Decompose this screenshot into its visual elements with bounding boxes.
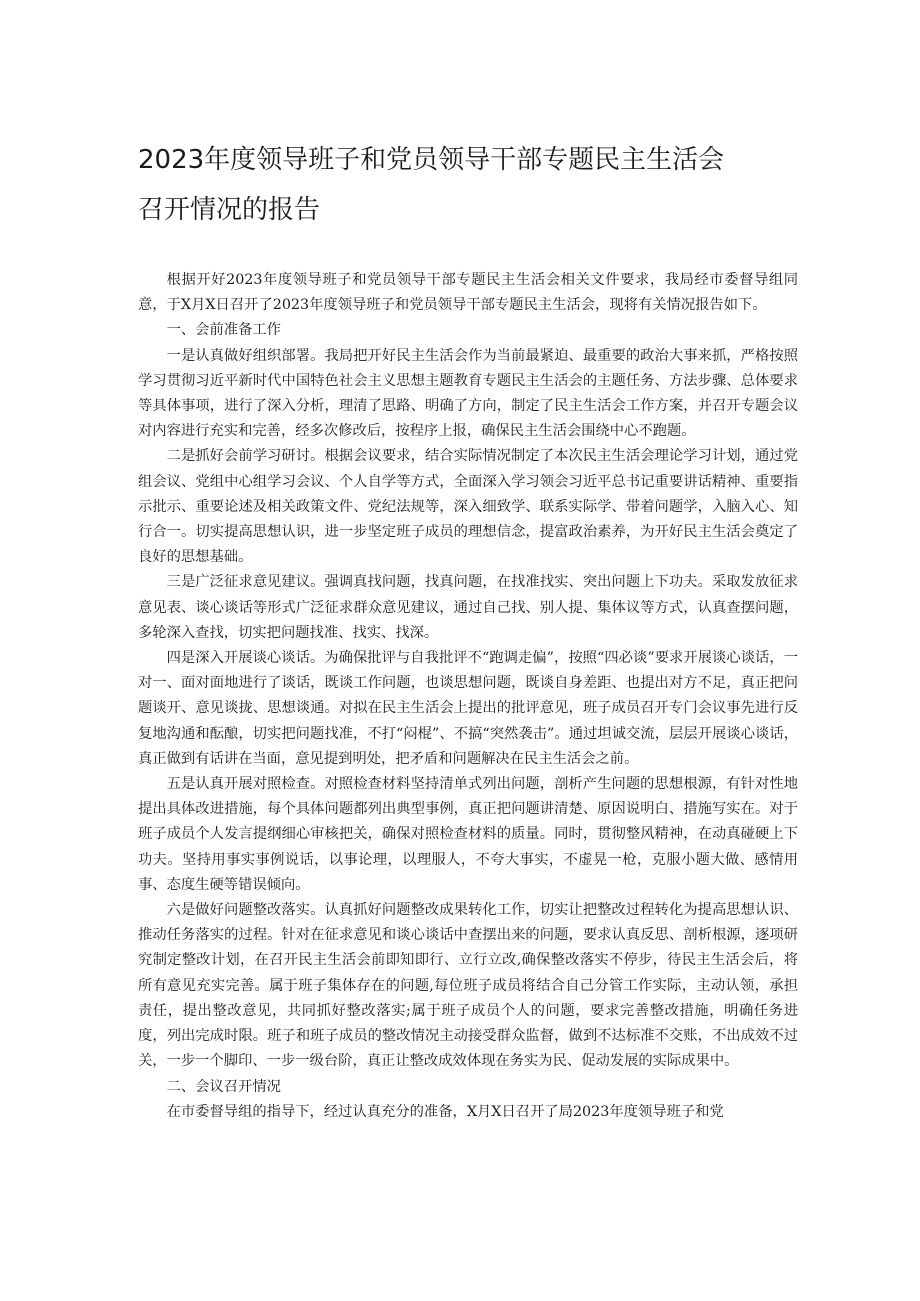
paragraph-rectification: 六是做好问题整改落实。认真抓好问题整改成果转化工作，切实让把整改过程转化为提高思想认识、推动任务落实的过程。针对在征求意见和谈心谈话中查摆出来的问题，要求认真反思、剖析根源，逐项研究制定整改计划，在召开民主生活会前即知即行、立行立改,确保整改落实不停步，待民主生活会后，将所有意见充实完善。属于班子集体存在的问题,每位班子成员将结合自己分管工作实际，主动认领，承担责任，提出整改意见，共同抓好整改落实;属于班子成员个人的问题，要求完善整改措施，明确任务进度，列出完成时限。班子和班子成员的整改情况主动接受群众监督，做到不达标准不交账，不出成效不过关，一步一个脚印、一步一级台阶，真正让整改成效体现在务实为民、促动发展的实际成果中。 bbox=[138, 902, 798, 1070]
paragraph-talks: 四是深入开展谈心谈话。为确保批评与自我批评不“跑调走偏”，按照“四必谈”要求开展谈心谈话，一对一、面对面地进行了谈话，既谈工作问题，也谈思想问题，既谈自身差距、也提出对方不足，真正把问题谈开、意见谈拢、思想谈通。对拟在民主生活会上提出的批评意见，班子成员召开专门会议事先进行反复地沟通和酝酿，切实把问题找准，不打“闷棍”、不搞“突然袭击”。通过坦诚交流，层层开展谈心谈话，真正做到有话讲在当面，意见提到明处，把矛盾和问题解决在民主生活会之前。 bbox=[138, 650, 798, 767]
paragraph-inspection: 五是认真开展对照检查。对照检查材料坚持清单式列出问题，剖析产生问题的思想根源，有针对性地提出具体改进措施，每个具体问题都列出典型事例，真正把问题讲清楚、原因说明白、措施写实在。对于班子成员个人发言提纲细心审核把关，确保对照检查材料的质量。同时，贯彻整风精神，在动真碰硬上下功夫。坚持用事实事例说话，以事论理，以理服人，不夸大事实，不虚晃一枪，克服小题大做、感情用事、态度生硬等错误倾向。 bbox=[138, 776, 798, 893]
paragraph-opinions: 三是广泛征求意见建议。强调真找问题，找真问题，在找准找实、突出问题上下功夫。采取发放征求意见表、谈心谈话等形式广泛征求群众意见建议，通过自己找、别人提、集体议等方式，认真查摆问题，多轮深入查找，切实把问题找准、找实、找深。 bbox=[138, 574, 798, 641]
intro-paragraph: 根据开好2023年度领导班子和党员领导干部专题民主生活会相关文件要求，我局经市委督导组同意，于X月X日召开了2023年度领导班子和党员领导干部专题民主生活会，现将有关情况报告如下。 bbox=[138, 272, 798, 314]
section-heading-preparation: 一、会前准备工作 bbox=[166, 322, 281, 339]
paragraph-organization: 一是认真做好组织部署。我局把开好民主生活会作为当前最紧迫、最重要的政治大事来抓，严格按照学习贯彻习近平新时代中国特色社会主义思想主题教育专题民主生活会的主题任务、方法步骤、总体要求等具体事项，进行了深入分析，理清了思路、明确了方向，制定了民主生活会工作方案，并召开专题会议对内容进行充实和完善，经多次修改后，按程序上报，确保民主生活会围绕中心不跑题。 bbox=[138, 347, 798, 440]
paragraph-meeting: 在市委督导组的指导下，经过认真充分的准备，X月X日召开了局2023年度领导班子和党 bbox=[166, 1103, 724, 1120]
title-line-2: 召开情况的报告 bbox=[138, 195, 321, 225]
section-heading-meeting: 二、会议召开情况 bbox=[166, 1078, 281, 1095]
document-page bbox=[138, 140, 798, 1125]
paragraph-study: 二是抓好会前学习研讨。根据会议要求，结合实际情况制定了本次民主生活会理论学习计划，通过党组会议、党组中心组学习会议、个人自学等方式，全面深入学习领会习近平总书记重要讲话精神、重要指示批示、重要论述及相关政策文件、党纪法规等，深入细致学、联系实际学、带着问题学，入脑入心、知行合一。切实提高思想认识，进一步坚定班子成员的理想信念，提富政治素养，为开好民主生活会奠定了良好的思想基础。 bbox=[138, 448, 798, 566]
document-title bbox=[138, 140, 798, 230]
title-line-1: 2023年度领导班子和党员领导干部专题民主生活会 bbox=[138, 145, 725, 175]
